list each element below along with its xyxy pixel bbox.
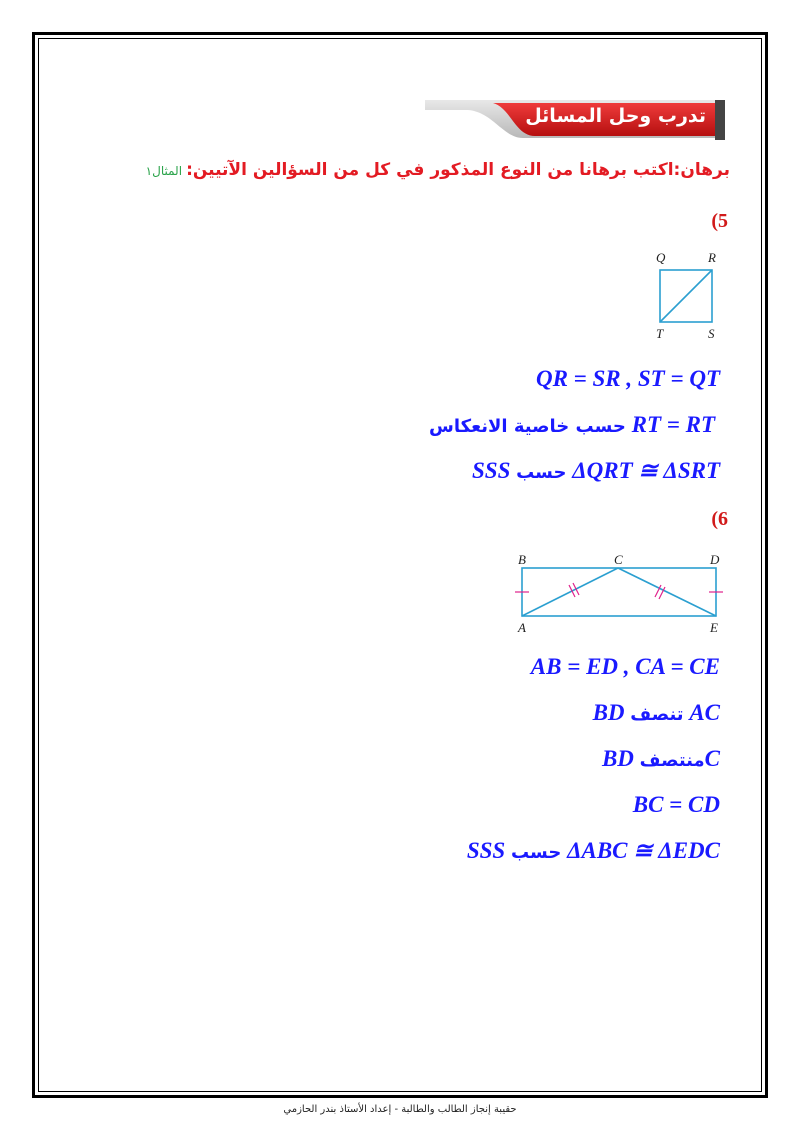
q6-label-c: C — [614, 552, 623, 567]
q6-label-b: B — [518, 552, 526, 567]
q5-label-s: S — [708, 326, 715, 341]
q6-midpoint-label: منتصف — [639, 750, 705, 771]
question-6-number: (6 — [711, 508, 728, 530]
q6-label-d: D — [710, 552, 720, 567]
q6-label-e: E — [710, 620, 718, 635]
section-title: تدرب وحل المسائل — [525, 105, 706, 127]
q5-congruence: ΔQRT ≅ ΔSRT — [572, 458, 720, 483]
q5-statement-1: QR = SR , ST = QT — [535, 366, 720, 391]
q6-congruence: ΔABC ≅ ΔEDC — [567, 838, 720, 863]
q6-statement-4: BC = CD — [632, 792, 720, 817]
instruction — [146, 160, 730, 180]
q5-reason-reflexive: حسب خاصية الانعكاس — [429, 416, 626, 437]
q6-statement-3-a: C — [704, 746, 720, 771]
q5-statement-2-math: RT = RT — [631, 412, 715, 437]
q5-postulate: SSS — [471, 458, 511, 483]
q5-label-t: T — [656, 326, 664, 341]
question-5-number: (5 — [711, 210, 728, 232]
q6-statement-3-b: BD — [601, 746, 634, 771]
q5-figure-square — [648, 248, 728, 344]
q6-bisects-label: تنصف — [630, 704, 684, 725]
q6-statement-2 — [593, 700, 720, 726]
q6-statement-1: AB = ED , CA = CE — [530, 654, 720, 679]
instruction-text: برهان:اكتب برهانا من النوع المذكور في كل من السؤالين الآتيين: — [186, 160, 730, 180]
q6-label-a: A — [518, 620, 526, 635]
q6-statement-2-b: BD — [592, 700, 625, 725]
section-banner — [423, 98, 730, 144]
q5-by-label: حسب — [516, 462, 567, 483]
example-reference: المثال١ — [145, 164, 183, 178]
q6-figure-rectangle — [510, 550, 732, 638]
q6-statement-5 — [467, 838, 720, 864]
q5-statement-2 — [429, 412, 715, 438]
q5-label-r: R — [708, 250, 716, 265]
q5-label-q: Q — [656, 250, 666, 265]
q6-statement-2-a: AC — [689, 700, 720, 725]
q6-by-label: حسب — [510, 842, 562, 863]
q6-postulate: SSS — [466, 838, 506, 863]
q5-statement-3 — [472, 458, 720, 484]
page-footer: حقيبة إنجاز الطالب والطالبة - إعداد الأستاذ بندر الحازمي — [283, 1104, 517, 1115]
q6-statement-3 — [602, 746, 720, 772]
